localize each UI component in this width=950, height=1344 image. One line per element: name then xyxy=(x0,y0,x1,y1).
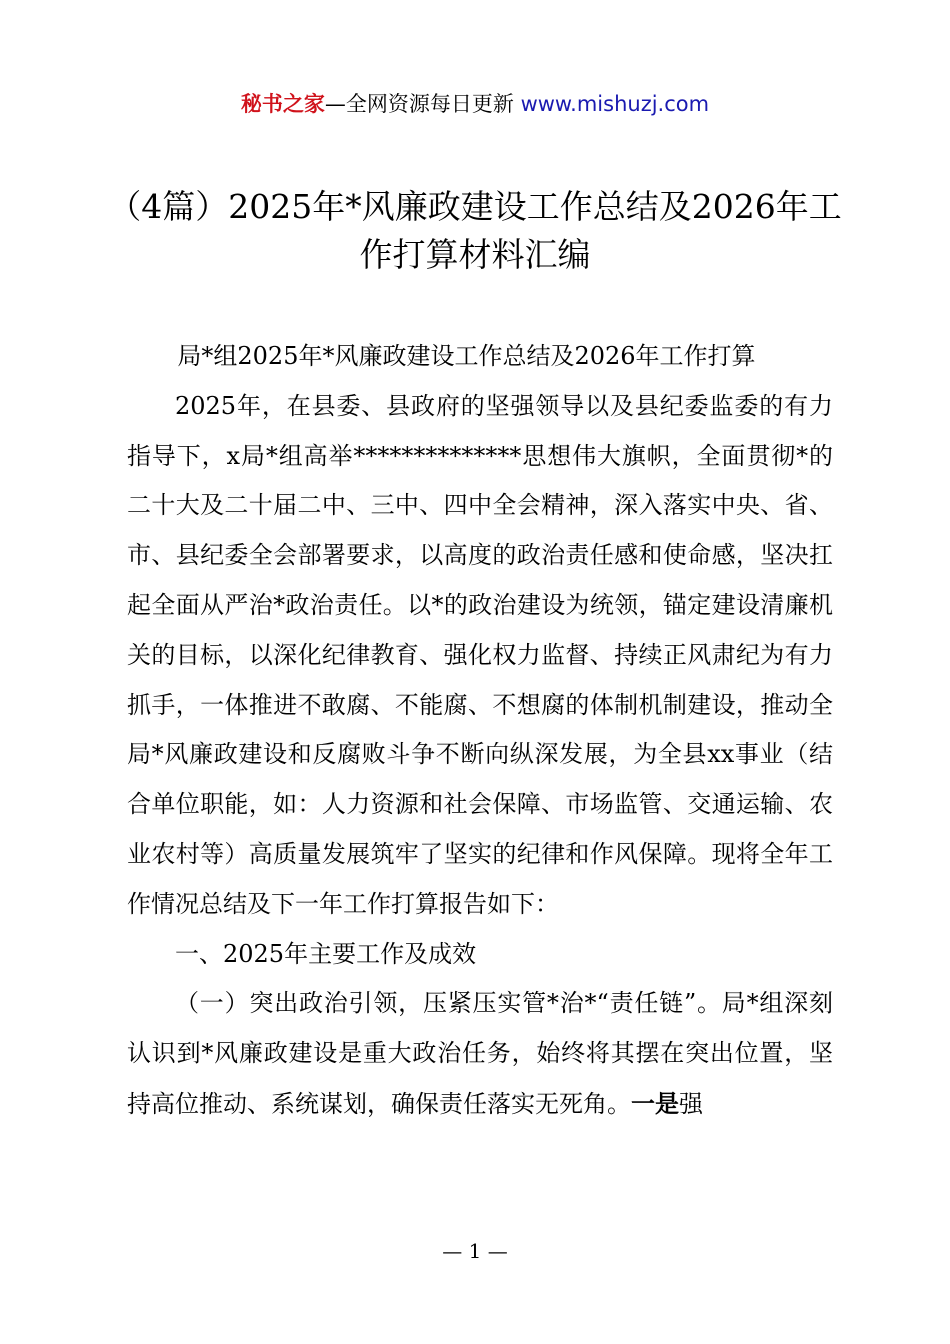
document-body xyxy=(127,332,833,1130)
page-number: — 1 — xyxy=(442,1239,508,1263)
paragraph-section-1-tail: 强 xyxy=(679,1089,703,1118)
paragraph-section-1-text: （一）突出政治引领，压紧压实管*治*“责任链”。局*组深刻认识到*风廉政建设是重大政治任务，始终将其摆在突出位置，坚持高位推动、系统谋划，确保责任落实无死角。 xyxy=(127,989,833,1118)
bold-lead: 一是 xyxy=(631,1088,679,1118)
header-tagline: —全网资源每日更新 xyxy=(324,92,521,116)
document-title: （4篇）2025年*风廉政建设工作总结及2026年工作打算材料汇编 xyxy=(108,187,842,274)
section-heading-1: 一、2025年主要工作及成效 xyxy=(175,939,477,968)
brand-name: 秘书之家 xyxy=(240,92,325,116)
document-subtitle: 局*组2025年*风廉政建设工作总结及2026年工作打算 xyxy=(177,342,756,370)
site-header xyxy=(0,86,950,122)
paragraph-section-1 xyxy=(127,979,833,1129)
paragraph-intro: 2025年，在县委、县政府的坚强领导以及县纪委监委的有力指导下，x局*组高举**************思想伟大旗帜，全面贯彻*的二十大及二十届二中、三中、四中全会精神，深入落实中央、省、市、县纪委全会部署要求，以高度的政治责任感和使命感，坚决扛起全面从严治*政治责任。以*的政治建设为统领，锚定建设清廉机关的目标，以深化纪律教育、强化权力监督、持续正风肃纪为有力抓手，一体推进不敢腐、不能腐、不想腐的体制机制建设，推动全局*风廉政建设和反腐败斗争不断向纵深发展，为全县xx事业（结合单位职能，如：人力资源和社会保障、市场监管、交通运输、农业农村等）高质量发展筑牢了坚实的纪律和作风保障。现将全年工作情况总结及下一年工作打算报告如下： xyxy=(127,391,833,918)
header-url[interactable]: www.mishuzj.com xyxy=(520,92,710,116)
